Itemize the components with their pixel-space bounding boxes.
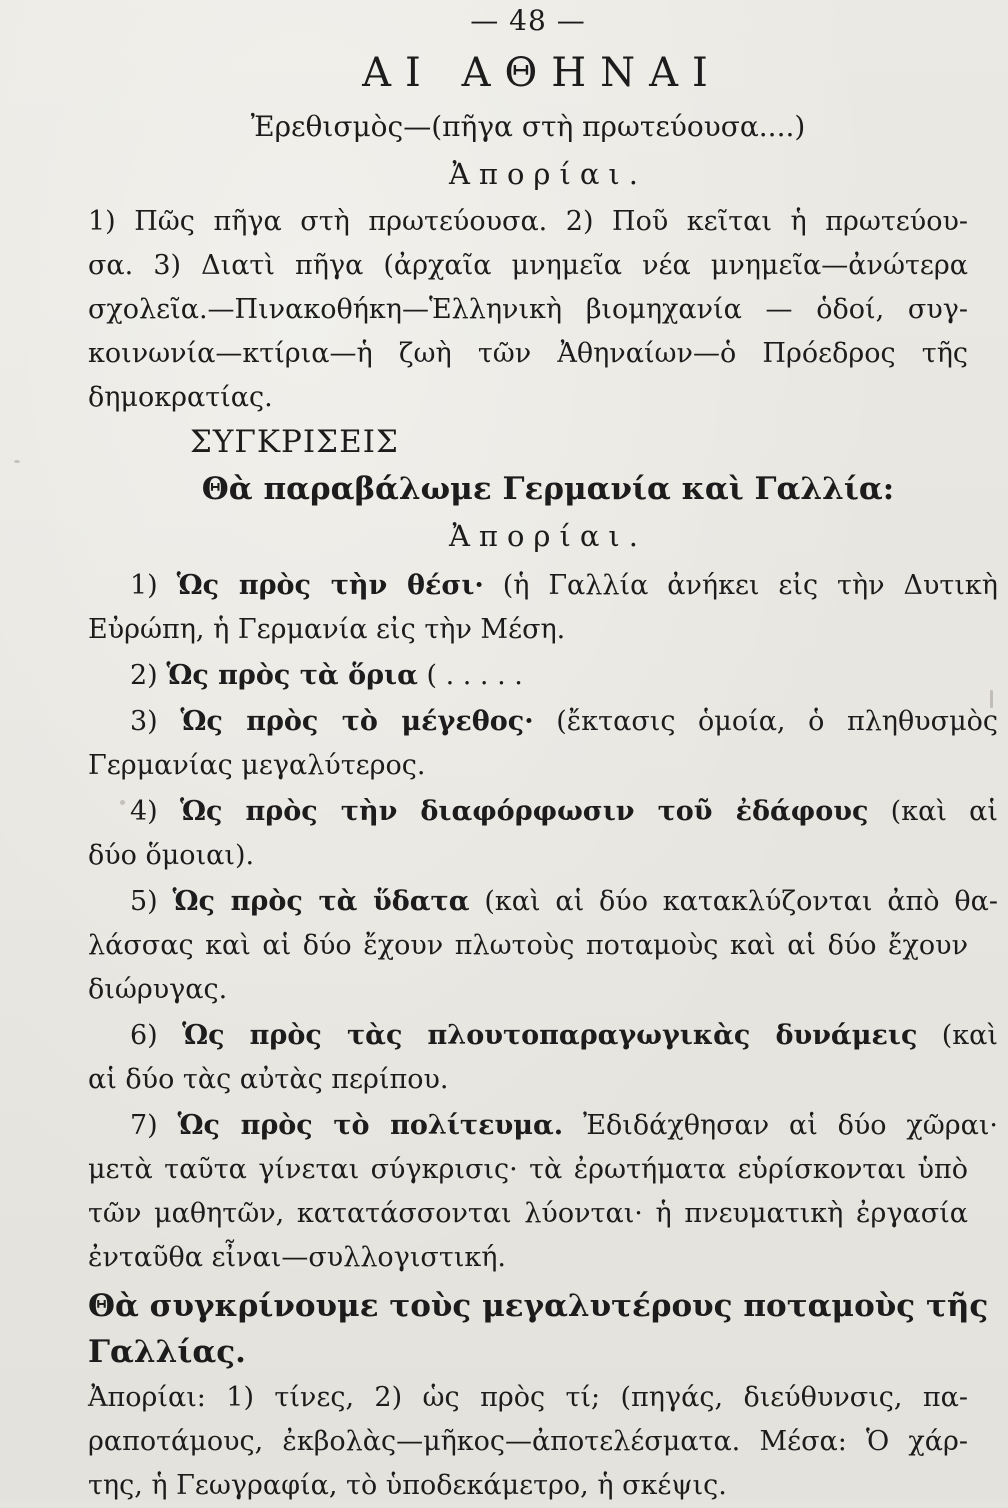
section3-heading: Θὰ συγκρίνουμε τοὺς μεγαλυτέρους ποταμοὺς τῆς <box>88 1288 989 1324</box>
item-heading: Ὡς πρὸς τὴν θέσι· <box>176 570 484 601</box>
comparison-item-2 <box>96 654 1008 698</box>
item-text: (ἡ Γαλλία ἀνήκει εἰς τὴν Δυτικὴ <box>502 570 998 601</box>
item-number: 1) <box>130 570 158 601</box>
comparison-item-1 <box>96 564 998 608</box>
item-text: ( . . . . . <box>426 660 523 691</box>
item-text: (καὶ αἱ <box>890 796 998 827</box>
item-number: 2) <box>130 660 158 691</box>
section1-line-2: σα. 3) Διατὶ πῆγα (ἀρχαῖα μνημεῖα νέα μνημεῖα—ἀνώτερα <box>88 250 968 281</box>
section1-aporiai: Ἀπορίαι. <box>448 157 648 191</box>
comparison-item-5-cont: λάσσας καὶ αἱ δύο ἔχουν πλωτοὺς ποταμοὺς καὶ αἱ δύο ἔχουν <box>88 930 968 961</box>
section3-line-1: Ἀπορίαι: 1) τίνες, 2) ὡς πρὸς τί; (πηγάς, διεύθυνσις, πα- <box>88 1382 968 1413</box>
item-heading: Ὡς πρὸς τὴν διαφόρφωσιν τοῦ ἐδάφους <box>180 796 869 827</box>
section2-heading: ΣΥΓΚΡΙΣΕΙΣ <box>190 424 399 460</box>
page-number: — 48 — <box>470 4 586 37</box>
section1-line-3: σχολεῖα.—Πινακοθήκη—Ἑλληνικὴ βιομηχανία — ὁδοί, συγ- <box>88 294 968 325</box>
section1-line-4: κοινωνία—κτίρια—ἡ ζωὴ τῶν Ἀθηναίων—ὁ Πρόεδρος τῆς <box>88 338 968 369</box>
comparison-item-3 <box>96 700 998 744</box>
comparison-item-7-cont-2: τῶν μαθητῶν, κατατάσσονται λύονται· ἡ πνευματικὴ ἐργασία <box>88 1198 968 1229</box>
comparison-item-4 <box>96 790 998 834</box>
comparison-item-6 <box>96 1014 998 1058</box>
section1-line-5: δημοκρατίας. <box>88 382 273 413</box>
comparison-item-5-cont-2: διώρυγας. <box>88 974 228 1005</box>
comparison-item-7 <box>96 1104 998 1148</box>
comparison-item-1-cont: Εὐρώπη, ἡ Γερμανία εἰς τὴν Μέση. <box>88 614 566 645</box>
comparison-item-7-cont-3: ἐνταῦθα εἶναι—συλλογιστική. <box>88 1242 506 1273</box>
item-heading: Ὡς πρὸς τὸ μέγεθος· <box>180 706 534 737</box>
section1-subtitle: Ἐρεθισμὸς—(πῆγα στὴ πρωτεύουσα....) <box>250 110 806 143</box>
item-text: (ἔκτασις ὁμοία, ὁ πληθυσμὸς <box>556 706 999 737</box>
item-number: 6) <box>130 1020 158 1051</box>
section3-line-3: της, ἡ Γεωγραφία, τὸ ὑποδεκάμετρο, ἡ σκέψις. <box>88 1470 727 1501</box>
item-number: 3) <box>130 706 158 737</box>
comparison-item-6-cont: αἱ δύο τὰς αὐτὰς περίπου. <box>88 1064 449 1095</box>
paper-speck <box>120 800 125 805</box>
paper-speck <box>14 460 20 463</box>
paper-speck <box>990 690 993 708</box>
item-heading: Ὡς πρὸς τὰ ὕδατα <box>172 886 470 917</box>
section3-line-2: ραποτάμους, ἐκβολὰς—μῆκος—ἀποτελέσματα. Μέσα: Ὁ χάρ- <box>88 1426 968 1457</box>
section2-subheading: Θὰ παραβάλωμε Γερμανία καὶ Γαλλία: <box>201 471 895 507</box>
section2-aporiai: Ἀπορίαι. <box>448 519 648 553</box>
section3-heading-cont: Γαλλίας. <box>88 1334 246 1370</box>
section1-line-1: 1) Πῶς πῆγα στὴ πρωτεύουσα. 2) Ποῦ κεῖται ἡ πρωτεύου- <box>88 206 968 237</box>
item-number: 4) <box>130 796 158 827</box>
item-text: (καὶ <box>941 1020 998 1051</box>
comparison-item-7-cont: μετὰ ταῦτα γίνεται σύγκρισις· τὰ ἐρωτήματα εὑρίσκονται ὑπὸ <box>88 1154 968 1185</box>
item-text: Ἐδιδάχθησαν αἱ δύο χῶραι· <box>582 1110 998 1141</box>
item-heading: Ὡς πρὸς τὰς πλουτοπαραγωγικὰς δυνάμεις <box>182 1020 918 1051</box>
comparison-item-4-cont: δύο ὅμοιαι). <box>88 840 255 871</box>
comparison-item-5 <box>96 880 998 924</box>
item-heading: Ὡς πρὸς τὰ ὅρια <box>166 660 418 691</box>
item-number: 5) <box>130 886 158 917</box>
item-heading: Ὡς πρὸς τὸ πολίτευμα. <box>177 1110 564 1141</box>
comparison-item-3-cont: Γερμανίας μεγαλύτερος. <box>88 750 426 781</box>
item-text: (καὶ αἱ δύο κατακλύζονται ἀπὸ θα- <box>484 886 998 917</box>
item-number: 7) <box>130 1110 158 1141</box>
page-title: ΑΙ ΑΘΗΝΑΙ <box>362 50 722 96</box>
